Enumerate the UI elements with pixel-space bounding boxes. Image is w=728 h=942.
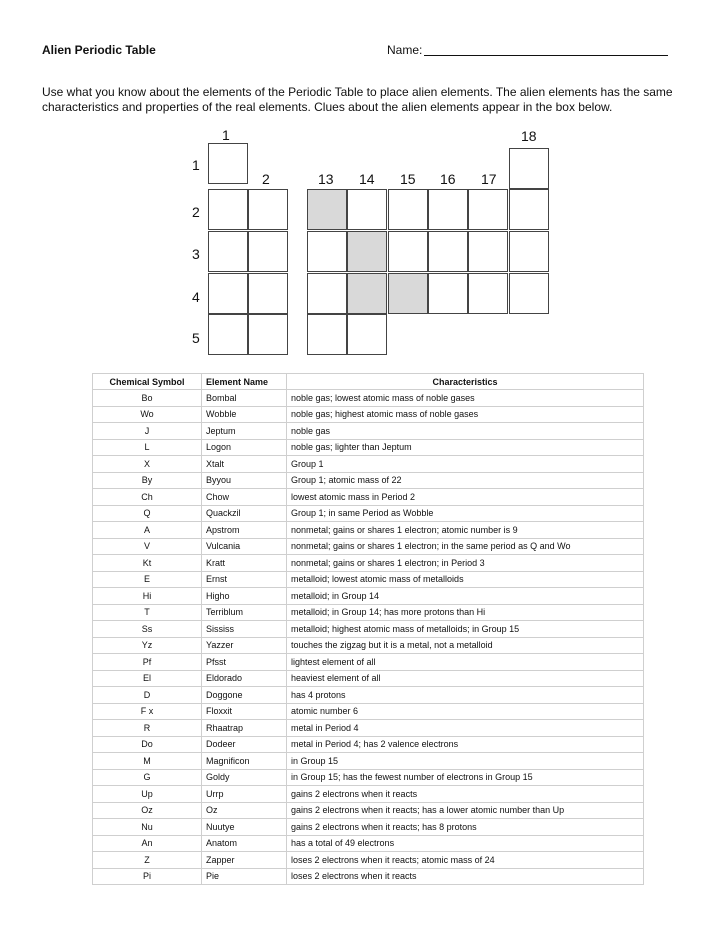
table-row xyxy=(93,868,644,885)
cell-symbol: Pf xyxy=(93,654,202,671)
pt-cell-period-2-col-8[interactable] xyxy=(509,189,549,230)
pt-cell-period-5-col-1[interactable] xyxy=(208,314,248,355)
table-row xyxy=(93,538,644,555)
cell-characteristics: heaviest element of all xyxy=(287,670,644,687)
cell-symbol: Up xyxy=(93,786,202,803)
pt-cell-period-2-col-2[interactable] xyxy=(248,189,288,230)
cell-symbol: G xyxy=(93,769,202,786)
pt-cell-period-2-col-1[interactable] xyxy=(208,189,248,230)
cell-element-name: Ernst xyxy=(202,571,287,588)
table-row xyxy=(93,786,644,803)
table-row xyxy=(93,522,644,539)
period-label: 1 xyxy=(192,157,200,173)
period-label: 2 xyxy=(192,204,200,220)
cell-symbol: F x xyxy=(93,703,202,720)
column-header-characteristics: Characteristics xyxy=(287,374,644,390)
cell-element-name: Quackzil xyxy=(202,505,287,522)
table-row xyxy=(93,390,644,407)
pt-cell-period-2-col-3[interactable] xyxy=(307,189,347,230)
cell-symbol: Yz xyxy=(93,637,202,654)
pt-cell-period-4-col-8[interactable] xyxy=(509,273,549,314)
table-row xyxy=(93,588,644,605)
column-header-name: Element Name xyxy=(202,374,287,390)
period-label: 5 xyxy=(192,330,200,346)
cell-symbol: Q xyxy=(93,505,202,522)
cell-symbol: Kt xyxy=(93,555,202,572)
pt-cell-period-3-col-7[interactable] xyxy=(468,231,508,272)
cell-symbol: An xyxy=(93,835,202,852)
cell-characteristics: has a total of 49 electrons xyxy=(287,835,644,852)
table-row xyxy=(93,654,644,671)
cell-symbol: A xyxy=(93,522,202,539)
cell-element-name: Bombal xyxy=(202,390,287,407)
pt-cell-period-4-col-2[interactable] xyxy=(248,273,288,314)
cell-symbol: Pi xyxy=(93,868,202,885)
cell-characteristics: gains 2 electrons when it reacts; has 8 protons xyxy=(287,819,644,836)
cell-characteristics: Group 1; in same Period as Wobble xyxy=(287,505,644,522)
period-label: 3 xyxy=(192,246,200,262)
cell-symbol: Ch xyxy=(93,489,202,506)
group-label: 1 xyxy=(222,127,230,143)
cell-characteristics: metalloid; in Group 14; has more protons than Hi xyxy=(287,604,644,621)
table-row xyxy=(93,555,644,572)
cell-characteristics: loses 2 electrons when it reacts xyxy=(287,868,644,885)
cell-element-name: Terriblum xyxy=(202,604,287,621)
cell-characteristics: Group 1; atomic mass of 22 xyxy=(287,472,644,489)
cell-characteristics: metal in Period 4 xyxy=(287,720,644,737)
cell-characteristics: loses 2 electrons when it reacts; atomic mass of 24 xyxy=(287,852,644,869)
cell-element-name: Urrp xyxy=(202,786,287,803)
pt-cell-period-3-col-4[interactable] xyxy=(347,231,387,272)
cell-characteristics: lowest atomic mass in Period 2 xyxy=(287,489,644,506)
group-label: 2 xyxy=(262,171,270,187)
cell-symbol: X xyxy=(93,456,202,473)
cell-characteristics: noble gas; lowest atomic mass of noble gases xyxy=(287,390,644,407)
cell-symbol: Z xyxy=(93,852,202,869)
pt-cell-period-3-col-5[interactable] xyxy=(388,231,428,272)
cell-element-name: Anatom xyxy=(202,835,287,852)
cell-element-name: Sississ xyxy=(202,621,287,638)
cell-symbol: E xyxy=(93,571,202,588)
cell-element-name: Eldorado xyxy=(202,670,287,687)
pt-cell-period-3-col-3[interactable] xyxy=(307,231,347,272)
cell-characteristics: metal in Period 4; has 2 valence electrons xyxy=(287,736,644,753)
cell-element-name: Yazzer xyxy=(202,637,287,654)
cell-characteristics: touches the zigzag but it is a metal, not a metalloid xyxy=(287,637,644,654)
cell-element-name: Byyou xyxy=(202,472,287,489)
cell-element-name: Rhaatrap xyxy=(202,720,287,737)
table-row xyxy=(93,802,644,819)
cell-element-name: Oz xyxy=(202,802,287,819)
pt-cell-period-3-col-6[interactable] xyxy=(428,231,468,272)
pt-cell-period-2-col-6[interactable] xyxy=(428,189,468,230)
cell-element-name: Chow xyxy=(202,489,287,506)
cell-symbol: D xyxy=(93,687,202,704)
table-row xyxy=(93,687,644,704)
table-row xyxy=(93,439,644,456)
cell-element-name: Xtalt xyxy=(202,456,287,473)
cell-element-name: Goldy xyxy=(202,769,287,786)
table-row xyxy=(93,637,644,654)
cell-element-name: Doggone xyxy=(202,687,287,704)
cell-symbol: J xyxy=(93,423,202,440)
table-row xyxy=(93,720,644,737)
cell-symbol: El xyxy=(93,670,202,687)
cell-element-name: Logon xyxy=(202,439,287,456)
pt-cell-period-4-col-5[interactable] xyxy=(388,273,428,314)
group-label: 15 xyxy=(400,171,416,187)
cell-symbol: T xyxy=(93,604,202,621)
cell-element-name: Apstrom xyxy=(202,522,287,539)
table-row xyxy=(93,819,644,836)
cell-element-name: Floxxit xyxy=(202,703,287,720)
cell-element-name: Wobble xyxy=(202,406,287,423)
cell-element-name: Jeptum xyxy=(202,423,287,440)
table-row xyxy=(93,621,644,638)
cell-characteristics: metalloid; highest atomic mass of metalloids; in Group 15 xyxy=(287,621,644,638)
cell-element-name: Dodeer xyxy=(202,736,287,753)
cell-characteristics: gains 2 electrons when it reacts xyxy=(287,786,644,803)
cell-characteristics: in Group 15 xyxy=(287,753,644,770)
cell-symbol: Hi xyxy=(93,588,202,605)
pt-cell-period-4-col-7[interactable] xyxy=(468,273,508,314)
cell-symbol: Oz xyxy=(93,802,202,819)
table-row xyxy=(93,670,644,687)
pt-cell-period-4-col-3[interactable] xyxy=(307,273,347,314)
cell-element-name: Nuutye xyxy=(202,819,287,836)
table-row xyxy=(93,472,644,489)
cell-characteristics: lightest element of all xyxy=(287,654,644,671)
pt-cell-period-4-col-1[interactable] xyxy=(208,273,248,314)
group-label: 14 xyxy=(359,171,375,187)
cell-element-name: Higho xyxy=(202,588,287,605)
column-header-symbol: Chemical Symbol xyxy=(93,374,202,390)
pt-cell-period-5-col-4[interactable] xyxy=(347,314,387,355)
page-title: Alien Periodic Table xyxy=(42,43,156,57)
table-row xyxy=(93,406,644,423)
name-label: Name: xyxy=(387,43,423,57)
cell-characteristics: gains 2 electrons when it reacts; has a lower atomic number than Up xyxy=(287,802,644,819)
cell-symbol: Bo xyxy=(93,390,202,407)
cell-element-name: Kratt xyxy=(202,555,287,572)
table-row xyxy=(93,769,644,786)
pt-cell-period-2-col-7[interactable] xyxy=(468,189,508,230)
cell-element-name: Magnificon xyxy=(202,753,287,770)
group-label: 16 xyxy=(440,171,456,187)
cell-characteristics: nonmetal; gains or shares 1 electron; in Period 3 xyxy=(287,555,644,572)
table-row xyxy=(93,423,644,440)
cell-symbol: L xyxy=(93,439,202,456)
pt-cell-period-5-col-2[interactable] xyxy=(248,314,288,355)
pt-cell-period-5-col-3[interactable] xyxy=(307,314,347,355)
table-row xyxy=(93,835,644,852)
pt-cell-period-1-col-1[interactable] xyxy=(208,143,248,184)
table-row xyxy=(93,736,644,753)
cell-symbol: Ss xyxy=(93,621,202,638)
cell-characteristics: noble gas; highest atomic mass of noble gases xyxy=(287,406,644,423)
pt-cell-period-3-col-8[interactable] xyxy=(509,231,549,272)
table-row xyxy=(93,753,644,770)
instructions-text: Use what you know about the elements of the Periodic Table to place alien elements. The alien elements has the same characteristics and properties of the real elements. Clues about the alien elements appear in the box below. xyxy=(42,85,673,114)
group-label: 17 xyxy=(481,171,497,187)
cell-element-name: Zapper xyxy=(202,852,287,869)
cell-characteristics: nonmetal; gains or shares 1 electron; atomic number is 9 xyxy=(287,522,644,539)
table-row xyxy=(93,703,644,720)
cell-characteristics: metalloid; in Group 14 xyxy=(287,588,644,605)
name-blank-line[interactable] xyxy=(424,55,668,56)
pt-cell-period-4-col-4[interactable] xyxy=(347,273,387,314)
table-row xyxy=(93,489,644,506)
pt-cell-period-3-col-2[interactable] xyxy=(248,231,288,272)
pt-cell-period-2-col-4[interactable] xyxy=(347,189,387,230)
cell-symbol: M xyxy=(93,753,202,770)
cell-characteristics: in Group 15; has the fewest number of electrons in Group 15 xyxy=(287,769,644,786)
cell-characteristics: metalloid; lowest atomic mass of metalloids xyxy=(287,571,644,588)
cell-symbol: By xyxy=(93,472,202,489)
cell-symbol: R xyxy=(93,720,202,737)
period-label: 4 xyxy=(192,289,200,305)
pt-cell-period-4-col-6[interactable] xyxy=(428,273,468,314)
cell-symbol: V xyxy=(93,538,202,555)
cell-element-name: Pie xyxy=(202,868,287,885)
cell-characteristics: noble gas; lighter than Jeptum xyxy=(287,439,644,456)
cell-element-name: Vulcania xyxy=(202,538,287,555)
cell-characteristics: has 4 protons xyxy=(287,687,644,704)
pt-cell-period-1-col-8[interactable] xyxy=(509,148,549,189)
cell-characteristics: atomic number 6 xyxy=(287,703,644,720)
cell-characteristics: noble gas xyxy=(287,423,644,440)
pt-cell-period-3-col-1[interactable] xyxy=(208,231,248,272)
cell-characteristics: Group 1 xyxy=(287,456,644,473)
cell-symbol: Wo xyxy=(93,406,202,423)
cell-element-name: Pfsst xyxy=(202,654,287,671)
table-row xyxy=(93,852,644,869)
cell-symbol: Do xyxy=(93,736,202,753)
group-label: 18 xyxy=(521,128,537,144)
cell-symbol: Nu xyxy=(93,819,202,836)
clues-table-header-row xyxy=(93,374,644,390)
table-row xyxy=(93,456,644,473)
table-row xyxy=(93,604,644,621)
cell-characteristics: nonmetal; gains or shares 1 electron; in the same period as Q and Wo xyxy=(287,538,644,555)
clues-table xyxy=(92,373,644,885)
table-row xyxy=(93,505,644,522)
group-label: 13 xyxy=(318,171,334,187)
table-row xyxy=(93,571,644,588)
pt-cell-period-2-col-5[interactable] xyxy=(388,189,428,230)
